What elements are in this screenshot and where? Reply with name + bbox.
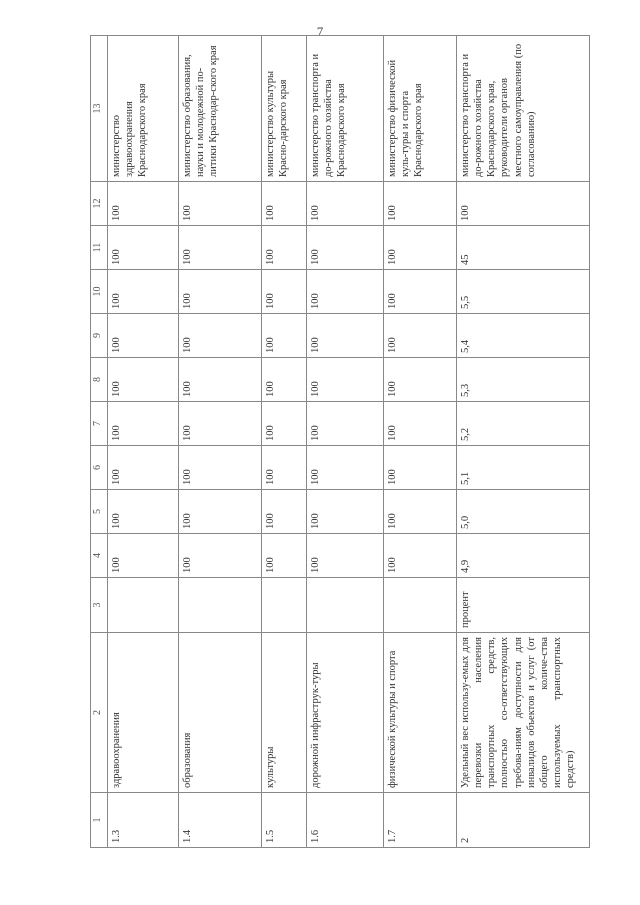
header-cell: 4 — [91, 534, 108, 578]
value-cell: 100 — [108, 314, 179, 358]
header-cell: 7 — [91, 402, 108, 446]
value-cell: 4,9 — [457, 534, 590, 578]
table-container — [90, 43, 576, 848]
table-row — [262, 36, 307, 848]
header-cell: 1 — [91, 793, 108, 848]
header-cell: 9 — [91, 314, 108, 358]
value-cell: 100 — [384, 490, 457, 534]
indicator-name-cell: дорожной инфраструк-туры — [307, 633, 384, 793]
responsible-cell: министерство здравоохранения Краснодарского края — [108, 36, 179, 182]
value-cell: 100 — [384, 314, 457, 358]
value-cell: 5,3 — [457, 358, 590, 402]
value-cell: 5,1 — [457, 446, 590, 490]
page-number: 7 — [316, 24, 324, 39]
value-cell: 100 — [384, 182, 457, 226]
value-cell: 100 — [384, 402, 457, 446]
value-cell: 45 — [457, 226, 590, 270]
responsible-cell: министерство транспорта и до-рожного хозяйства Краснодарского края, руководители органов местного самоуправления (по согласованию) — [457, 36, 590, 182]
value-cell: 5,4 — [457, 314, 590, 358]
value-cell: 100 — [179, 534, 262, 578]
value-cell: 100 — [179, 270, 262, 314]
value-cell: 100 — [307, 182, 384, 226]
responsible-cell: министерство культуры Красно-дарского края — [262, 36, 307, 182]
header-cell: 12 — [91, 182, 108, 226]
responsible-cell: министерство образования, науки и молодежной по-литики Краснодар-ского края — [179, 36, 262, 182]
table-row — [108, 36, 179, 848]
value-cell: 100 — [384, 534, 457, 578]
header-cell: 2 — [91, 633, 108, 793]
value-cell: 5,2 — [457, 402, 590, 446]
table-row — [179, 36, 262, 848]
unit-cell: процент — [457, 578, 590, 633]
value-cell: 100 — [262, 402, 307, 446]
value-cell: 100 — [179, 446, 262, 490]
value-cell: 100 — [262, 270, 307, 314]
indicator-name-cell: Удельный вес использу-емых для перевозки населения транспортных средств, полностью со-ответствующих требова-ниям доступности для инвалидов объектов и услуг (от общего количе-ства используемых транспортных средств) — [457, 633, 590, 793]
value-cell: 100 — [384, 358, 457, 402]
header-cell: 11 — [91, 226, 108, 270]
value-cell: 100 — [108, 490, 179, 534]
unit-cell — [384, 578, 457, 633]
value-cell: 100 — [262, 358, 307, 402]
row-number-cell: 1.4 — [179, 793, 262, 848]
value-cell: 100 — [307, 402, 384, 446]
value-cell: 100 — [262, 446, 307, 490]
value-cell: 100 — [179, 358, 262, 402]
value-cell: 100 — [307, 534, 384, 578]
value-cell: 5,0 — [457, 490, 590, 534]
indicator-name-cell: образования — [179, 633, 262, 793]
indicator-name-cell: культуры — [262, 633, 307, 793]
value-cell: 100 — [307, 226, 384, 270]
header-cell: 10 — [91, 270, 108, 314]
unit-cell — [307, 578, 384, 633]
unit-cell — [179, 578, 262, 633]
value-cell: 100 — [307, 358, 384, 402]
value-cell: 100 — [262, 182, 307, 226]
indicators-table — [90, 35, 590, 848]
value-cell: 100 — [108, 358, 179, 402]
value-cell: 100 — [262, 490, 307, 534]
value-cell: 100 — [108, 534, 179, 578]
value-cell: 100 — [108, 402, 179, 446]
table-row — [384, 36, 457, 848]
indicator-name-cell: здравоохранения — [108, 633, 179, 793]
table-row — [307, 36, 384, 848]
value-cell: 100 — [108, 226, 179, 270]
value-cell: 100 — [179, 490, 262, 534]
value-cell: 100 — [262, 226, 307, 270]
responsible-cell: министерство транспорта и до-рожного хозяйства Краснодарского края — [307, 36, 384, 182]
value-cell: 100 — [384, 446, 457, 490]
header-cell: 6 — [91, 446, 108, 490]
value-cell: 100 — [108, 182, 179, 226]
value-cell: 100 — [179, 226, 262, 270]
value-cell: 100 — [307, 314, 384, 358]
value-cell: 100 — [307, 490, 384, 534]
row-number-cell: 1.7 — [384, 793, 457, 848]
row-number-cell: 2 — [457, 793, 590, 848]
unit-cell — [262, 578, 307, 633]
header-cell: 8 — [91, 358, 108, 402]
row-number-cell: 1.6 — [307, 793, 384, 848]
value-cell: 100 — [262, 534, 307, 578]
value-cell: 100 — [179, 402, 262, 446]
value-cell: 100 — [179, 182, 262, 226]
indicator-name-cell: физической культуры и спорта — [384, 633, 457, 793]
unit-cell — [108, 578, 179, 633]
value-cell: 100 — [108, 270, 179, 314]
value-cell: 100 — [457, 182, 590, 226]
value-cell: 100 — [108, 446, 179, 490]
header-row — [91, 36, 108, 848]
header-cell: 3 — [91, 578, 108, 633]
value-cell: 100 — [179, 314, 262, 358]
value-cell: 100 — [307, 270, 384, 314]
table-row — [457, 36, 590, 848]
value-cell: 5,5 — [457, 270, 590, 314]
row-number-cell: 1.3 — [108, 793, 179, 848]
value-cell: 100 — [384, 270, 457, 314]
value-cell: 100 — [262, 314, 307, 358]
header-cell: 13 — [91, 36, 108, 182]
value-cell: 100 — [384, 226, 457, 270]
value-cell: 100 — [307, 446, 384, 490]
header-cell: 5 — [91, 490, 108, 534]
row-number-cell: 1.5 — [262, 793, 307, 848]
responsible-cell: министерство физической куль-туры и спорта Краснодарского края — [384, 36, 457, 182]
